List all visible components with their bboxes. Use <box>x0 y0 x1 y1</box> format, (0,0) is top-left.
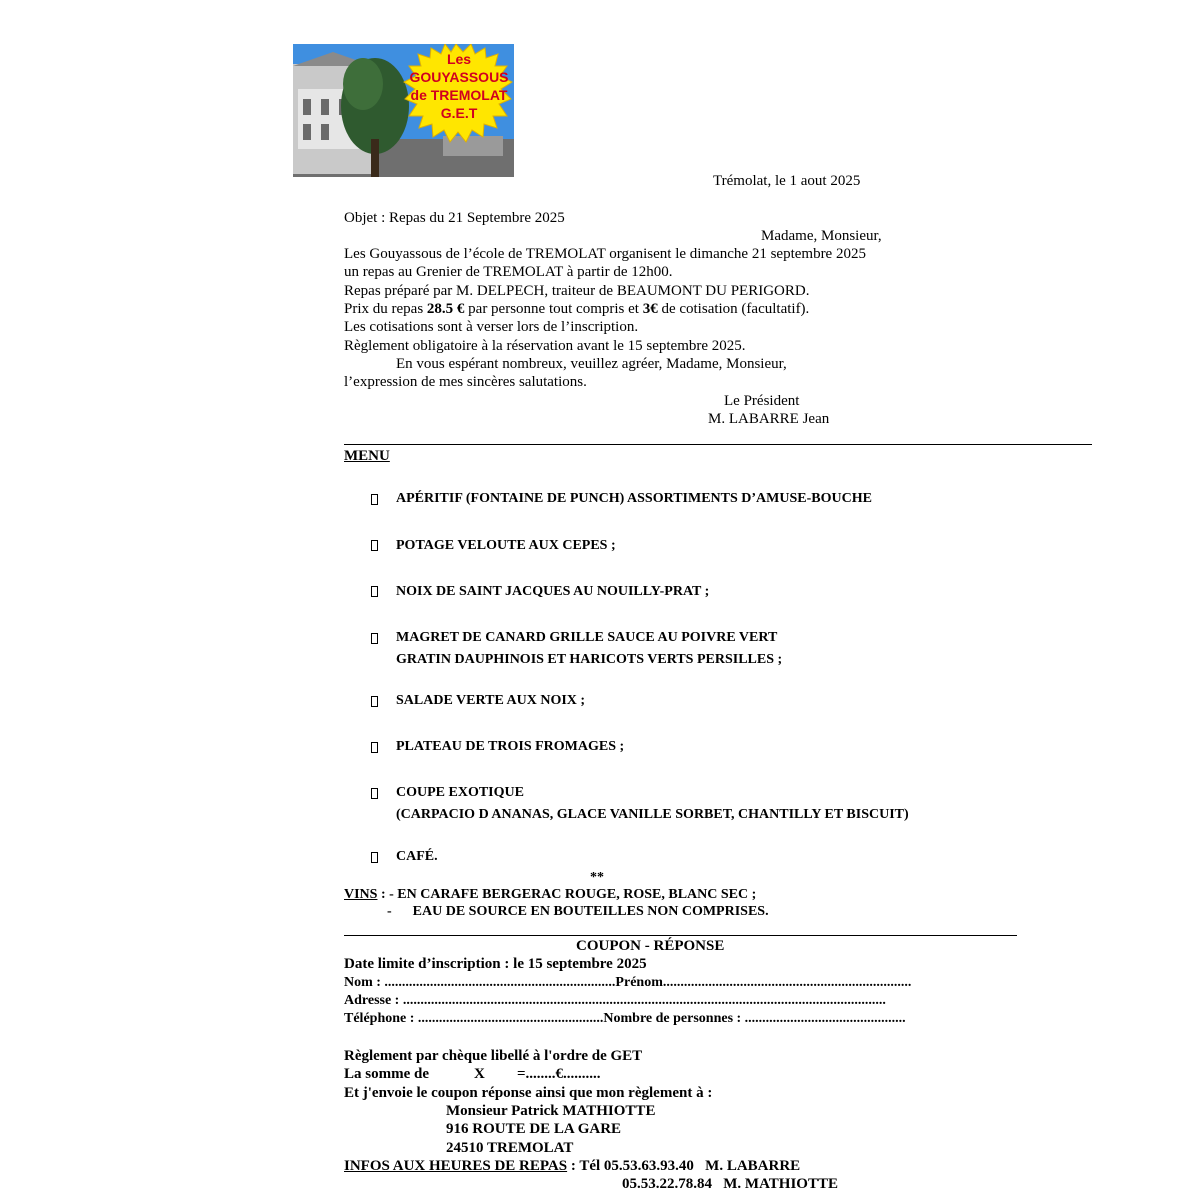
menu-bullet-icon <box>371 540 378 551</box>
subject-line: Objet : Repas du 21 Septembre 2025 <box>344 210 565 226</box>
signature-name: M. LABARRE Jean <box>708 411 830 427</box>
info-phone-2: 05.53.22.78.84 M. MATHIOTTE <box>622 1176 838 1192</box>
menu-item-7: COUPE EXOTIQUE <box>396 785 524 800</box>
wines-line-1 <box>344 886 756 904</box>
logo-text-line1: Les <box>446 51 472 67</box>
coupon-name-field: Nom : ..................................................................Prénom....................................................................... <box>344 975 912 990</box>
body-line-1: Les Gouyassous de l’école de TREMOLAT organisent le dimanche 21 septembre 2025 <box>344 246 866 262</box>
menu-bullet-icon <box>371 696 378 707</box>
payment-line-3: Et j'envoie le coupon réponse ainsi que mon règlement à : <box>344 1085 713 1101</box>
closing-line-1: En vous espérant nombreux, veuillez agréer, Madame, Monsieur, <box>396 356 787 372</box>
logo-text-line3: de TREMOLAT <box>410 87 508 103</box>
menu-bullet-icon <box>371 788 378 799</box>
menu-item-7-line2: (CARPACIO D ANANAS, GLACE VANILLE SORBET, CHANTILLY ET BISCUIT) <box>396 807 909 822</box>
coupon-title: COUPON - RÉPONSE <box>576 938 725 954</box>
wines-text-1: : - EN CARAFE BERGERAC ROUGE, ROSE, BLANC SEC ; <box>377 887 757 902</box>
menu-item-4-line2: GRATIN DAUPHINOIS ET HARICOTS VERTS PERSILLES ; <box>396 652 783 667</box>
menu-bullet-icon <box>371 742 378 753</box>
menu-heading: MENU <box>344 448 390 464</box>
contribution-value: 3€ <box>642 301 658 317</box>
recipient-name: Monsieur Patrick MATHIOTTE <box>446 1103 656 1119</box>
coupon-deadline: Date limite d’inscription : le 15 septembre 2025 <box>344 956 647 972</box>
signature-title: Le Président <box>724 393 800 409</box>
menu-item-2: POTAGE VELOUTE AUX CEPES ; <box>396 538 616 553</box>
association-logo <box>293 44 514 177</box>
divider-coupon <box>344 935 1017 936</box>
price-text-a: Prix du repas <box>344 301 427 317</box>
logo-text-line4: G.E.T <box>440 105 478 121</box>
divider-top <box>344 444 1092 445</box>
amount-rest: =........€.......... <box>517 1066 601 1082</box>
menu-bullet-icon <box>371 633 378 644</box>
recipient-city: 24510 TREMOLAT <box>446 1140 574 1156</box>
info-phone-1: : Tél 05.53.63.93.40 M. LABARRE <box>567 1158 801 1174</box>
recipient-street: 916 ROUTE DE LA GARE <box>446 1121 622 1137</box>
body-line-2: un repas au Grenier de TREMOLAT à partir de 12h00. <box>344 264 673 280</box>
body-line-5: Les cotisations sont à verser lors de l’inscription. <box>344 319 639 335</box>
price-text-c: par personne tout compris et <box>464 301 643 317</box>
logo-text-line2: GOUYASSOUS <box>409 69 509 85</box>
amount-x: X <box>474 1066 485 1082</box>
menu-bullet-icon <box>371 494 378 505</box>
price-line <box>344 300 809 318</box>
closing-line-2: l’expression de mes sincères salutations. <box>344 374 587 390</box>
body-line-3: Repas préparé par M. DELPECH, traiteur de BEAUMONT DU PERIGORD. <box>344 283 810 299</box>
wines-label: VINS <box>344 887 378 902</box>
amount-label: La somme de <box>344 1066 429 1082</box>
salutation: Madame, Monsieur, <box>761 228 882 244</box>
menu-separator: ** <box>590 870 604 885</box>
menu-item-6: PLATEAU DE TROIS FROMAGES ; <box>396 739 625 754</box>
menu-item-8: CAFÉ. <box>396 849 438 864</box>
coupon-phone-field: Téléphone : .....................................................Nombre de personnes : .............................................. <box>344 1011 906 1026</box>
menu-bullet-icon <box>371 852 378 863</box>
payment-line-1: Règlement par chèque libellé à l'ordre de GET <box>344 1048 643 1064</box>
wines-line-2: - EAU DE SOURCE EN BOUTEILLES NON COMPRISES. <box>387 904 769 919</box>
body-line-6: Règlement obligatoire à la réservation avant le 15 septembre 2025. <box>344 338 746 354</box>
menu-item-5: SALADE VERTE AUX NOIX ; <box>396 693 586 708</box>
price-value: 28.5 € <box>426 301 465 317</box>
menu-item-1: APÉRITIF (FONTAINE DE PUNCH) ASSORTIMENTS D’AMUSE-BOUCHE <box>396 491 872 506</box>
menu-item-4: MAGRET DE CANARD GRILLE SAUCE AU POIVRE VERT <box>396 630 778 645</box>
menu-item-3: NOIX DE SAINT JACQUES AU NOUILLY-PRAT ; <box>396 584 710 599</box>
menu-bullet-icon <box>371 586 378 597</box>
coupon-address-field: Adresse : .......................................................................................................................................... <box>344 993 886 1008</box>
price-text-e: de cotisation (facultatif). <box>657 301 810 317</box>
info-line-1 <box>344 1157 800 1175</box>
info-label: INFOS AUX HEURES DE REPAS <box>344 1158 568 1174</box>
date-line: Trémolat, le 1 aout 2025 <box>713 173 861 189</box>
